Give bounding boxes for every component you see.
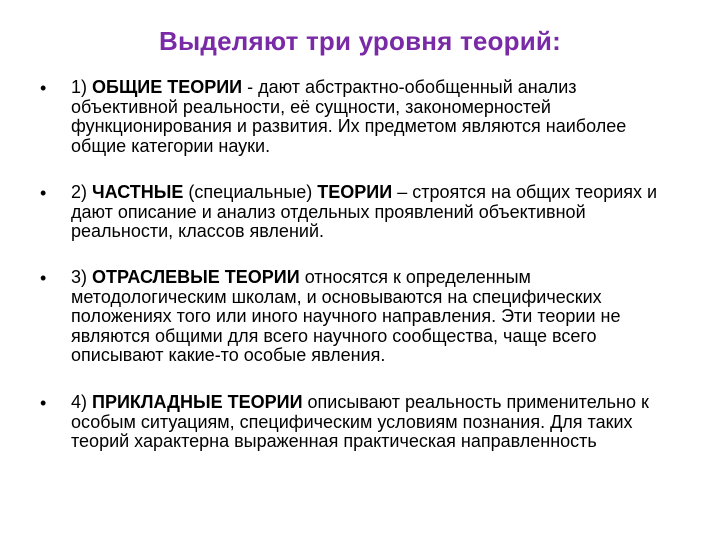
item-description-2: – строятся на общих теориях и дают описание и анализ отдельных проявлений объективной реальности, классов явлений. (71, 182, 658, 241)
item-description: относятся к определенным методологическим школам, и основываются на специфических положениях того или иного научного направления. Эти теории не являются общими для всего научного сообщества, чаще всего описывают какие-то особые явления. (71, 267, 621, 365)
item-term-2: ТЕОРИИ (317, 182, 393, 202)
list-item-text (71, 268, 683, 366)
item-description: описывают реальность применительно к особым ситуациям, специфическим условиям познания. Для таких теорий характерна выраженная практическая направленность (71, 392, 649, 451)
item-term: ПРИКЛАДНЫЕ ТЕОРИИ (92, 392, 303, 412)
list-item-text (71, 393, 683, 452)
item-description: (специальные) (183, 182, 318, 202)
bullet-icon: • (40, 183, 47, 203)
slide-title: Выделяют три уровня теорий: (159, 26, 561, 56)
item-term: ЧАСТНЫЕ (92, 182, 184, 202)
bullet-icon: • (40, 393, 47, 413)
list-item-text (71, 183, 683, 242)
bullet-icon: • (40, 268, 47, 288)
bullet-icon: • (40, 78, 47, 98)
item-number: 1) (71, 77, 93, 97)
list-item-text (71, 78, 683, 156)
item-term: ОБЩИЕ ТЕОРИИ (92, 77, 243, 97)
item-number: 2) (71, 182, 93, 202)
item-term: ОТРАСЛЕВЫЕ ТЕОРИИ (92, 267, 300, 287)
item-description: - дают абстрактно-обобщенный анализ объективной реальности, её сущности, закономерностей функционирования и развития. Их предметом являются наиболее общие категории науки. (71, 77, 627, 156)
item-number: 3) (71, 267, 93, 287)
item-number: 4) (71, 392, 93, 412)
